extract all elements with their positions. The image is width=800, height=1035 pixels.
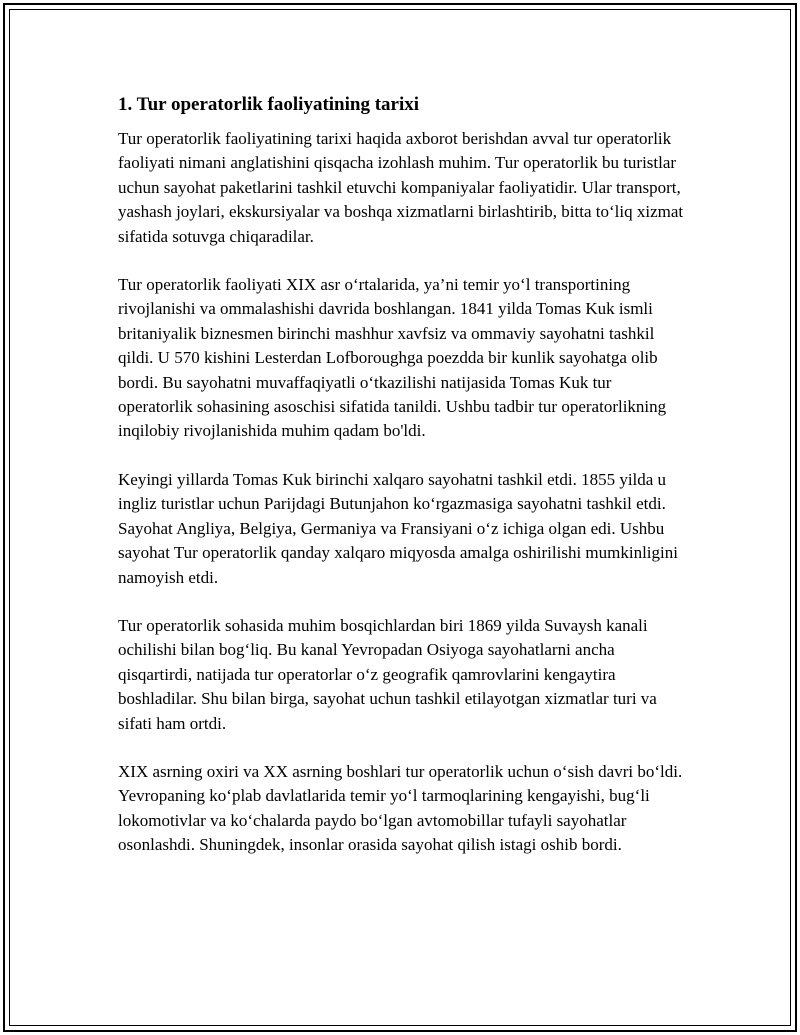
paragraph-4: Tur operatorlik sohasida muhim bosqichlardan biri 1869 yilda Suvaysh kanali ochilishi bilan bog‘liq. Bu kanal Yevropadan Osiyoga sayohatlarni ancha qisqartirdi, natijada tur operatorlar o‘z geografik qamrovlarini kengaytira boshladilar. Shu bilan birga, sayohat uchun tashkil etilayotgan xizmatlar turi va sifati ham ortdi. (118, 615, 657, 733)
document-body (118, 92, 688, 882)
paragraph-1: Tur operatorlik faoliyatining tarixi haqida axborot berishdan avval tur operatorlik faoliyati nimani anglatishini qisqacha izohlash muhim. Tur operatorlik bu turistlar uchun sayohat paketlarini tashkil etuvchi kompaniyalar faoliyatidir. Ular transport, yashash joylari, ekskursiyalar va boshqa xizmatlarni birlashtirib, bitta to‘liq xizmat sifatida sotuvga chiqaradilar. (118, 129, 684, 246)
page-title: 1. Tur operatorlik faoliyatining tarixi (118, 94, 420, 115)
paragraph-5: XIX asrning oxiri va XX asrning boshlari tur operatorlik uchun o‘sish davri bo‘ldi. Yevropaning ko‘plab davlatlarida temir yo‘l tarmoqlarining kengayishi, bug‘li lokomotivlar va ko‘chalarda paydo bo‘lgan avtomobillar tufayli sayohatlar osonlashdi. Shuningdek, insonlar orasida sayohat qilish istagi oshib bordi. (118, 761, 683, 855)
paragraph-2: Tur operatorlik faoliyati XIX asr o‘rtalarida, ya’ni temir yo‘l transportining rivojlanishi va ommalashishi davrida boshlangan. 1841 yilda Tomas Kuk ismli britaniyalik biznesmen birinchi mashhur xavfsiz va ommaviy sayohatni tashkil qildi. U 570 kishini Lesterdan Lofboroughga poezdda bir kunlik sayohatga olib bordi. Bu sayohatni muvaffaqiyatli o‘tkazilishi natijasida Tomas Kuk tur operatorlik sohasining asoschisi sifatida tanildi. Ushbu tadbir tur operatorlikning inqilobiy rivojlanishida muhim qadam bo'ldi. (118, 275, 667, 441)
paragraph-3: Keyingi yillarda Tomas Kuk birinchi xalqaro sayohatni tashkil etdi. 1855 yilda u ingliz turistlar uchun Parijdagi Butunjahon ko‘rgazmasiga sayohatni tashkil etdi. Sayohat Angliya, Belgiya, Germaniya va Fransiyani o‘z ichiga olgan edi. Ushbu sayohat Tur operatorlik qanday xalqaro miqyosda amalga oshirilishi mumkinligini namoyish etdi. (118, 469, 678, 587)
